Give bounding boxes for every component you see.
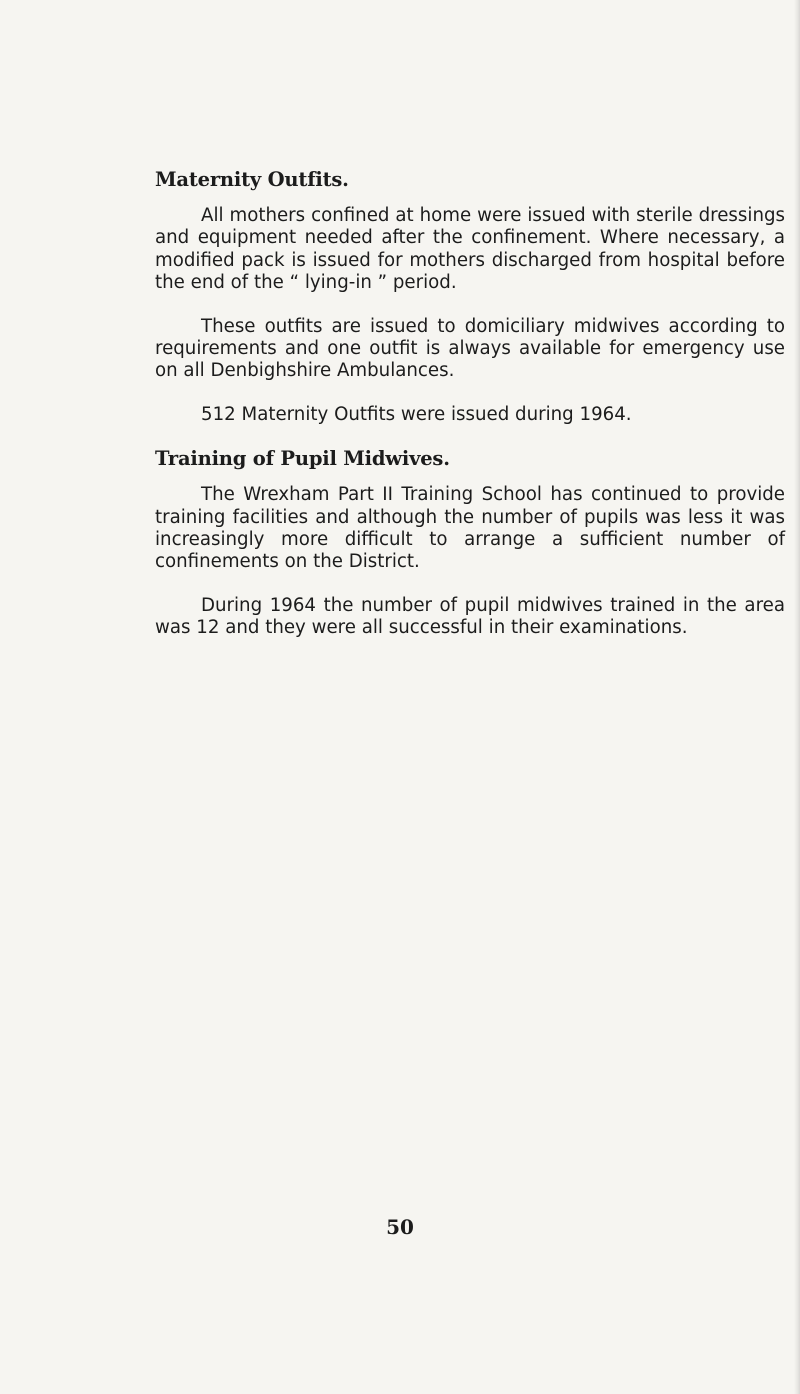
paragraph: During 1964 the number of pupil midwives trained in the area was 12 and they were all successful in their examinations. bbox=[155, 594, 785, 639]
section-heading: Maternity Outfits. bbox=[155, 168, 349, 191]
paragraph: All mothers confined at home were issued with sterile dressings and equipment needed after the confinement. Where necessary, a modified pack is issued for mothers discharged from hospital before the end of the “ lying-in ” period. bbox=[155, 205, 785, 294]
section-training-pupil-midwives bbox=[155, 447, 785, 639]
paragraph: These outfits are issued to domiciliary midwives according to requirements and one outfit is always available for emergency use on all Denbighshire Ambulances. bbox=[155, 315, 785, 382]
page-number: 50 bbox=[386, 1215, 414, 1239]
paragraph: The Wrexham Part II Training School has continued to provide training facilities and although the number of pupils was less it was increasingly more difficult to arrange a sufficient number of confinements on the District. bbox=[155, 484, 785, 573]
document-body bbox=[155, 168, 785, 661]
paragraph: 512 Maternity Outfits were issued during 1964. bbox=[201, 403, 632, 425]
section-heading: Training of Pupil Midwives. bbox=[155, 447, 450, 471]
section-maternity-outfits bbox=[155, 168, 785, 426]
page-edge-shadow bbox=[794, 0, 800, 1394]
